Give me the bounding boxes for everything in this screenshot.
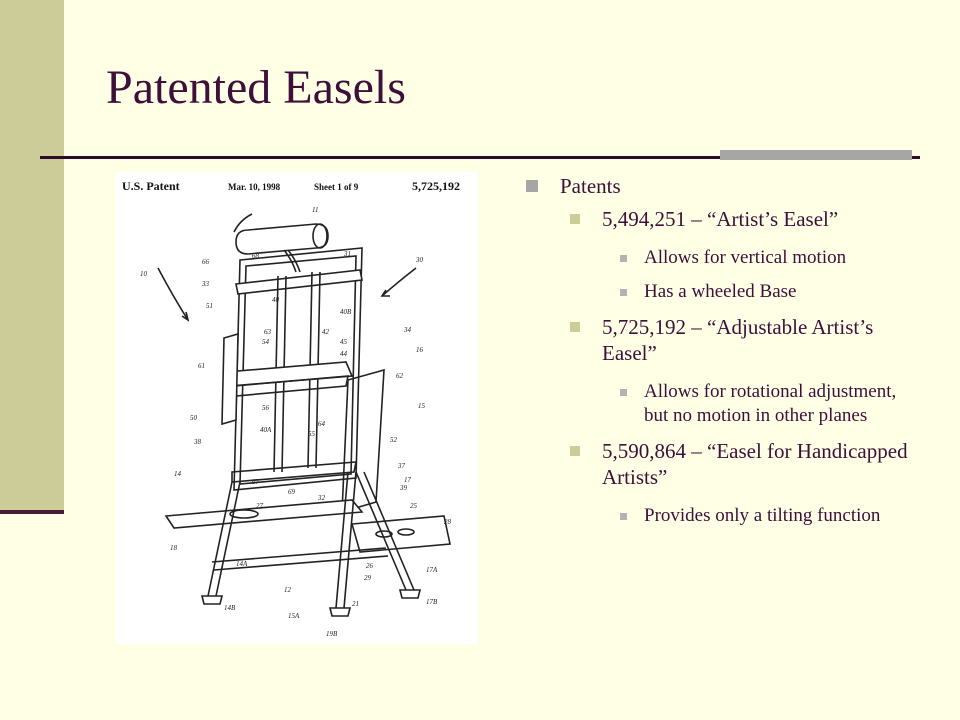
ref-label: 19B bbox=[326, 630, 338, 638]
ref-label: 64 bbox=[318, 420, 325, 428]
ref-label: 42 bbox=[322, 328, 329, 336]
ref-label: 14 bbox=[174, 470, 181, 478]
patent-item bbox=[524, 206, 924, 232]
slide-title: Patented Easels bbox=[106, 61, 406, 114]
patent-header-number: 5,725,192 bbox=[412, 179, 460, 193]
ref-label: 18 bbox=[170, 544, 177, 552]
ref-label: 54 bbox=[262, 338, 269, 346]
patent-subitem-text: Has a wheeled Base bbox=[644, 281, 797, 302]
ref-label: 15A bbox=[288, 612, 300, 620]
ref-label: 67 bbox=[252, 478, 259, 486]
ref-label: 11 bbox=[312, 206, 319, 214]
square-bullet-icon bbox=[620, 513, 627, 520]
ref-label: 27 bbox=[256, 502, 263, 510]
patent-subitem bbox=[524, 380, 924, 428]
ref-label: 17A bbox=[426, 566, 438, 574]
bullet-heading-text: Patents bbox=[560, 174, 621, 198]
bullet-list bbox=[524, 172, 924, 538]
ref-label: 29 bbox=[364, 574, 371, 582]
ref-label: 28 bbox=[444, 518, 451, 526]
ref-label: 69 bbox=[288, 488, 295, 496]
square-bullet-icon bbox=[526, 180, 538, 192]
ref-label: 45 bbox=[340, 338, 347, 346]
patent-item bbox=[524, 314, 924, 366]
ref-label: 26 bbox=[366, 562, 373, 570]
ref-label: 31 bbox=[344, 250, 351, 258]
patent-item bbox=[524, 438, 924, 490]
patent-subitem-text: Provides only a tilting function bbox=[644, 505, 881, 526]
patent-subitem bbox=[524, 280, 924, 304]
easel-lines bbox=[158, 214, 450, 616]
left-accent-underline bbox=[0, 510, 64, 514]
ref-label: 37 bbox=[398, 462, 405, 470]
ref-label: 34 bbox=[404, 326, 411, 334]
title-rule-accent bbox=[720, 150, 912, 160]
patent-subitem bbox=[524, 246, 924, 270]
ref-label: 68 bbox=[252, 252, 259, 260]
patent-subitem bbox=[524, 504, 924, 528]
ref-label: 25 bbox=[410, 502, 417, 510]
ref-label: 66 bbox=[202, 258, 209, 266]
ref-label: 17B bbox=[426, 598, 438, 606]
patent-subitem-text: Allows for rotational adjustment, but no motion in other planes bbox=[644, 381, 897, 426]
square-bullet-icon bbox=[570, 446, 580, 456]
ref-label: 39 bbox=[400, 484, 407, 492]
ref-label: 21 bbox=[352, 600, 359, 608]
ref-label: 17 bbox=[404, 476, 411, 484]
square-bullet-icon bbox=[570, 322, 580, 332]
square-bullet-icon bbox=[620, 289, 627, 296]
ref-label: 40B bbox=[340, 308, 352, 316]
patent-header-left: U.S. Patent bbox=[122, 179, 180, 193]
ref-label: 55 bbox=[308, 430, 315, 438]
square-bullet-icon bbox=[570, 214, 580, 224]
ref-label: 30 bbox=[416, 256, 423, 264]
ref-label: 15 bbox=[418, 402, 425, 410]
bullet-heading bbox=[524, 172, 924, 200]
ref-label: 52 bbox=[390, 436, 397, 444]
ref-label: 61 bbox=[198, 362, 205, 370]
patent-item-label: 5,494,251 – “Artist’s Easel” bbox=[602, 207, 839, 231]
ref-label: 40A bbox=[260, 426, 272, 434]
ref-label: 51 bbox=[206, 302, 213, 310]
patent-header-date: Mar. 10, 1998 bbox=[228, 182, 281, 192]
patent-item-label: 5,725,192 – “Adjustable Artist’s Easel” bbox=[602, 315, 874, 365]
left-accent-bar bbox=[0, 0, 64, 510]
ref-label: 56 bbox=[262, 404, 269, 412]
patent-subitem-text: Allows for vertical motion bbox=[644, 247, 847, 268]
ref-label: 14B bbox=[224, 604, 236, 612]
square-bullet-icon bbox=[620, 255, 627, 262]
ref-label: 62 bbox=[396, 372, 403, 380]
ref-label: 32 bbox=[318, 494, 325, 502]
easel-drawing-svg bbox=[116, 172, 478, 644]
ref-label: 12 bbox=[284, 586, 291, 594]
ref-label: 40 bbox=[272, 296, 279, 304]
ref-label: 50 bbox=[190, 414, 197, 422]
ref-label: 10 bbox=[140, 270, 147, 278]
ref-label: 33 bbox=[202, 280, 209, 288]
ref-label: 14A bbox=[236, 560, 248, 568]
patent-item-label: 5,590,864 – “Easel for Handicapped Artists” bbox=[602, 439, 908, 489]
ref-label: 38 bbox=[194, 438, 201, 446]
ref-label: 63 bbox=[264, 328, 271, 336]
ref-label: 44 bbox=[340, 350, 347, 358]
patent-drawing bbox=[116, 172, 478, 644]
ref-label: 16 bbox=[416, 346, 423, 354]
square-bullet-icon bbox=[620, 389, 627, 396]
patent-header-sheet: Sheet 1 of 9 bbox=[314, 182, 359, 192]
